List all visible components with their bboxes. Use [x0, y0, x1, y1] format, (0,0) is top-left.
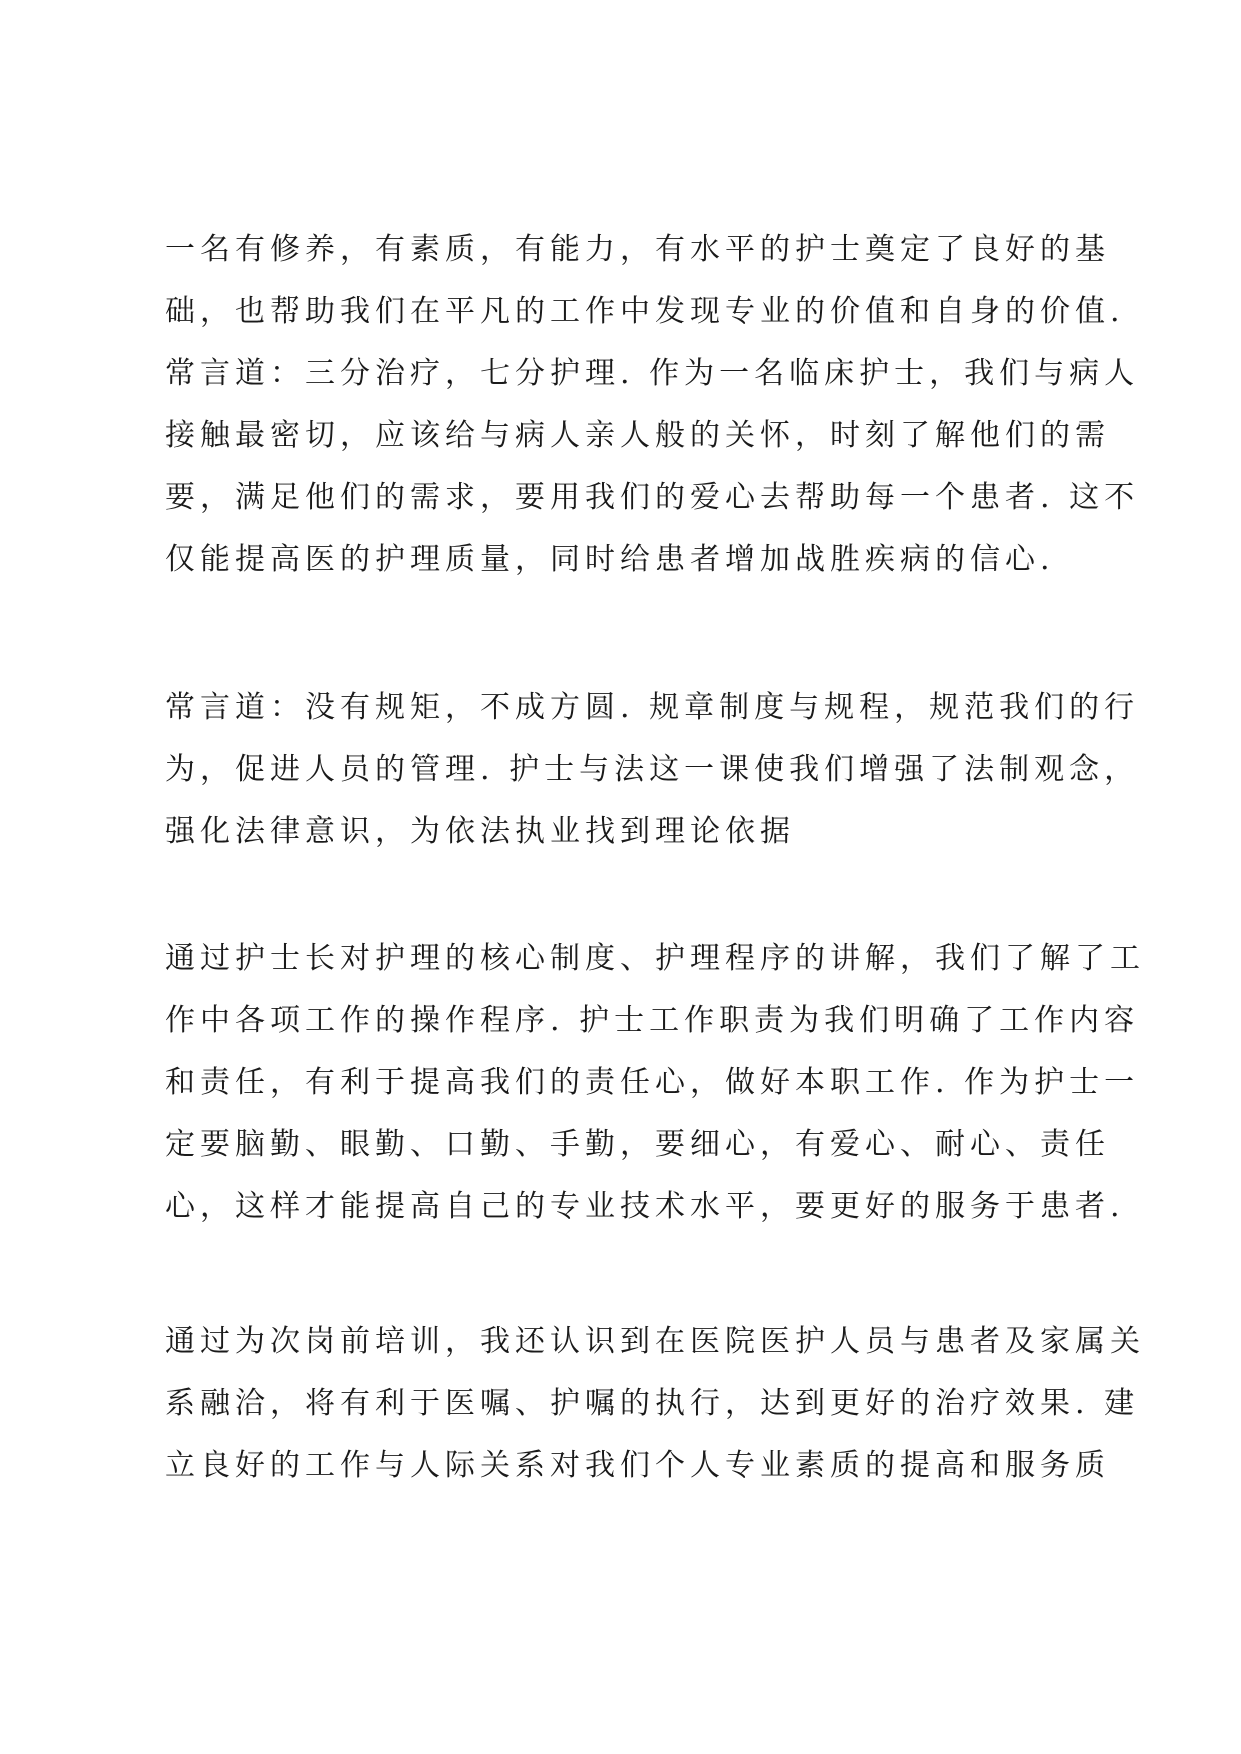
- text-line: 心，这样才能提高自己的专业技术水平，要更好的服务于患者.: [165, 1189, 1125, 1224]
- text-line: 常言道：三分治疗，七分护理. 作为一名临床护士，我们与病人: [165, 356, 1140, 391]
- text-line: 为，促进人员的管理. 护士与法这一课使我们增强了法制观念，: [165, 752, 1140, 787]
- text-line: 常言道：没有规矩，不成方圆. 规章制度与规程，规范我们的行: [165, 690, 1140, 725]
- text-line: 和责任，有利于提高我们的责任心，做好本职工作. 作为护士一: [165, 1065, 1140, 1100]
- text-line: 通过护士长对护理的核心制度、护理程序的讲解，我们了解了工: [165, 941, 1145, 976]
- text-line: 础，也帮助我们在平凡的工作中发现专业的价值和自身的价值.: [165, 294, 1125, 329]
- text-line: 定要脑勤、眼勤、口勤、手勤，要细心，有爱心、耐心、责任: [165, 1127, 1110, 1162]
- text-line: 一名有修养，有素质，有能力，有水平的护士奠定了良好的基: [165, 232, 1110, 267]
- text-line: 通过为次岗前培训，我还认识到在医院医护人员与患者及家属关: [165, 1324, 1145, 1359]
- text-line: 作中各项工作的操作程序. 护士工作职责为我们明确了工作内容: [165, 1003, 1140, 1038]
- text-line: 接触最密切，应该给与病人亲人般的关怀，时刻了解他们的需: [165, 418, 1110, 453]
- text-line: 要，满足他们的需求，要用我们的爱心去帮助每一个患者. 这不: [165, 480, 1140, 515]
- text-line: 系融洽，将有利于医嘱、护嘱的执行，达到更好的治疗效果. 建: [165, 1386, 1140, 1421]
- paragraph-4: [165, 1311, 1145, 1497]
- text-line: 立良好的工作与人际关系对我们个人专业素质的提高和服务质: [165, 1448, 1110, 1483]
- paragraph-2: [165, 677, 1140, 863]
- text-line: 仅能提高医的护理质量，同时给患者增加战胜疾病的信心.: [165, 542, 1055, 577]
- paragraph-1: [165, 219, 1140, 591]
- text-line: 强化法律意识，为依法执业找到理论依据: [165, 814, 795, 849]
- paragraph-3: [165, 928, 1145, 1238]
